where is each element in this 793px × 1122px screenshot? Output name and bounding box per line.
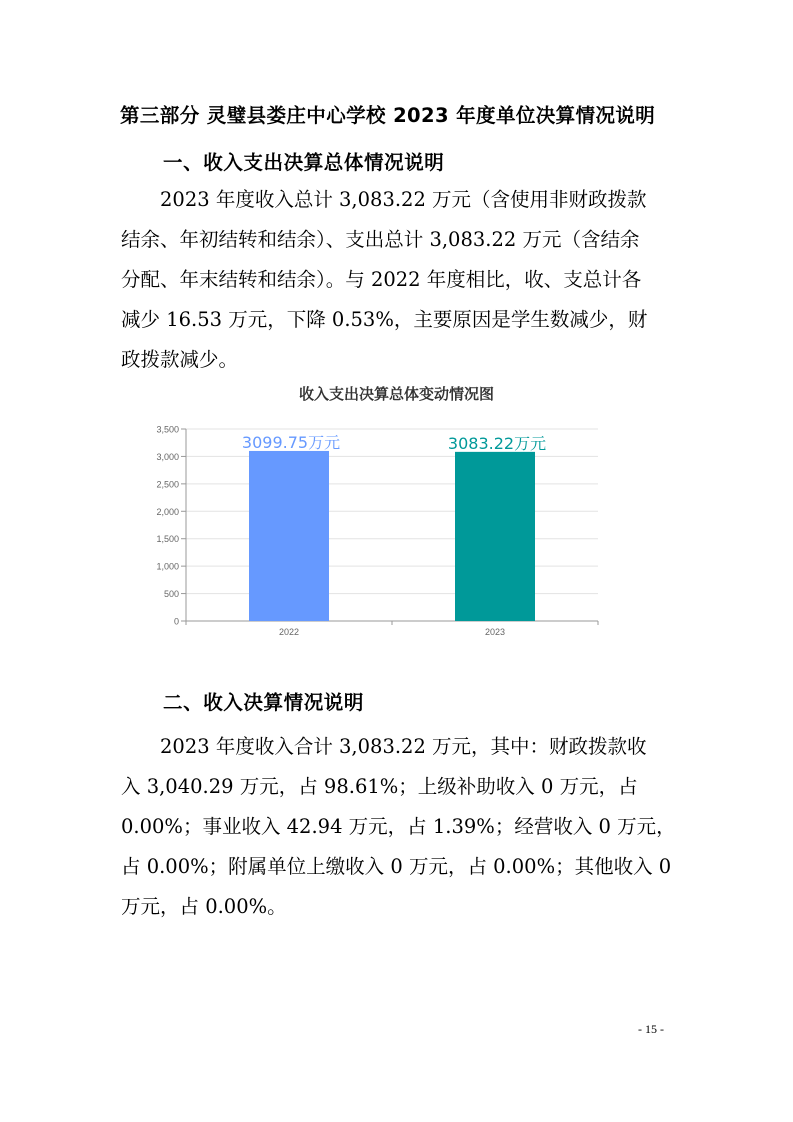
section1-heading: 一、收入支出决算总体情况说明 [163, 151, 445, 174]
y-tick-label: 500 [163, 589, 179, 600]
section2-line-4: 占 0.00%；附属单位上缴收入 0 万元，占 0.00%；其他收入 0 [121, 855, 672, 878]
data-label-2022: 3099.75万元 [241, 432, 341, 452]
section1-line-3: 分配、年末结转和结余）。与 2022 年度相比，收、支总计各 [121, 268, 642, 291]
y-tick-label: 3,000 [156, 451, 179, 462]
bar-2022 [249, 451, 329, 621]
chart-title: 收入支出决算总体变动情况图 [298, 385, 494, 403]
page-number: - 15 - [638, 1022, 664, 1036]
y-tick-label: 0 [173, 616, 179, 627]
x-tick-label: 2022 [278, 627, 300, 637]
x-tick-label: 2023 [484, 627, 506, 637]
section2-line-3: 0.00%；事业收入 42.94 万元，占 1.39%；经营收入 0 万元， [121, 815, 676, 838]
y-tick-label: 2,000 [156, 506, 179, 517]
data-label-2023: 3083.22万元 [447, 433, 547, 453]
section2-line-5: 万元，占 0.00%。 [121, 895, 287, 918]
y-tick-label: 1,500 [156, 534, 179, 545]
section1-line-2: 结余、年初结转和结余）、支出总计 3,083.22 万元（含结余 [121, 228, 640, 251]
y-tick-label: 1,000 [156, 561, 179, 572]
section2-heading: 二、收入决算情况说明 [163, 691, 365, 714]
section2-line-1: 2023 年度收入合计 3,083.22 万元，其中：财政拨款收 [160, 735, 647, 758]
section1-line-4: 减少 16.53 万元，下降 0.53%，主要原因是学生数减少，财 [121, 308, 648, 331]
page-title: 第三部分 灵璧县娄庄中心学校 2023 年度单位决算情况说明 [120, 104, 656, 127]
bar-2023 [455, 452, 535, 621]
section2-line-2: 入 3,040.29 万元，占 98.61%；上级补助收入 0 万元，占 [121, 775, 638, 798]
y-tick-label: 3,500 [156, 424, 179, 435]
section1-line-1: 2023 年度收入总计 3,083.22 万元（含使用非财政拨款 [160, 188, 647, 211]
section2-paragraph [121, 727, 677, 927]
y-tick-label: 2,500 [156, 479, 179, 490]
section1-line-5: 政拨款减少。 [121, 348, 239, 371]
